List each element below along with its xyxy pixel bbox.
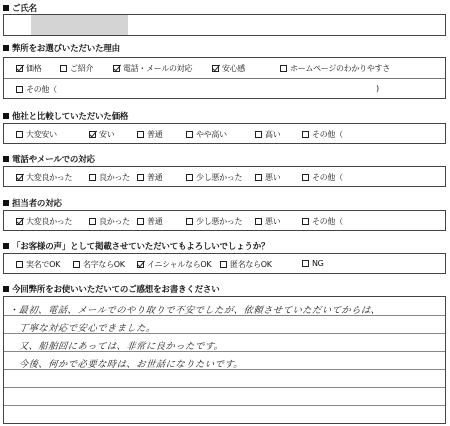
checkbox-icon[interactable] [186,131,193,138]
section-title-contact: 電話やメールでの対応 [3,153,95,165]
price-option-slightly-high[interactable]: やや高い [186,129,227,140]
checkbox-checked-icon[interactable] [113,65,120,72]
checkbox-checked-icon[interactable] [212,65,219,72]
handwritten-comment-line: 又、船舶回にあっては、非常に良かったです。 [18,341,225,352]
staff-option-other[interactable]: その他（ [302,216,343,227]
reason-option-phone-email[interactable]: 電話・メールの対応 [113,63,192,74]
checkbox-checked-icon[interactable] [137,261,144,268]
checkbox-icon[interactable] [137,174,144,181]
handwritten-comment-line: ・最初、電話、メールでのやり取りで不安でしたが、依頼させていただいてからは、 [8,305,382,316]
publish-options-box [3,253,446,274]
reason-row-2 [4,78,445,99]
checkbox-icon[interactable] [302,218,309,225]
reason-option-referral[interactable]: ご紹介 [60,63,93,74]
redacted-name [31,15,128,35]
contact-options-box [3,166,446,187]
checkbox-icon[interactable] [137,218,144,225]
staff-option-bad[interactable]: 悪い [255,216,280,227]
square-bullet-icon [3,45,9,51]
handwritten-comment-line: 丁寧な対応で安心できました。 [18,323,157,334]
reason-option-website[interactable]: ホームページのわかりやすさ [280,63,390,74]
name-field[interactable] [3,14,446,36]
checkbox-icon[interactable] [302,131,309,138]
publish-option-initials[interactable]: イニシャルならOK [137,259,211,270]
square-bullet-icon [3,243,9,249]
price-option-other[interactable]: その他（ [302,129,343,140]
ruled-line [4,387,445,388]
contact-option-very-good[interactable]: 大変良かった [16,172,72,183]
section-title-comments: 今回弊所をお使いいただいてのご感想をお書きください [3,283,220,295]
price-options-box [3,123,446,144]
square-bullet-icon [3,113,9,119]
contact-option-normal[interactable]: 普通 [137,172,162,183]
staff-options-box [3,210,446,231]
price-option-high[interactable]: 高い [255,129,280,140]
section-title-staff: 担当者の対応 [3,197,62,209]
checkbox-icon[interactable] [16,131,23,138]
price-option-normal[interactable]: 普通 [137,129,162,140]
checkbox-icon[interactable] [89,218,96,225]
contact-option-slightly-bad[interactable]: 少し悪かった [186,172,242,183]
section-title-reason: 弊所をお選びいただいた理由 [3,42,120,54]
price-option-very-cheap[interactable]: 大変安い [16,129,57,140]
checkbox-icon[interactable] [60,65,67,72]
reason-other-close-paren: ) [376,84,380,93]
square-bullet-icon [3,200,9,206]
checkbox-icon[interactable] [255,131,262,138]
checkbox-icon[interactable] [89,174,96,181]
publish-option-surname[interactable]: 名字ならOK [73,259,125,270]
checkbox-icon[interactable] [186,218,193,225]
section-title-price: 他社と比較していただいた価格 [3,110,128,122]
checkbox-checked-icon[interactable] [89,131,96,138]
checkbox-checked-icon[interactable] [16,218,23,225]
square-bullet-icon [3,156,9,162]
checkbox-icon[interactable] [302,260,309,267]
checkbox-icon[interactable] [186,174,193,181]
square-bullet-icon [3,286,9,292]
staff-option-good[interactable]: 良かった [89,216,130,227]
contact-option-bad[interactable]: 悪い [255,172,280,183]
handwritten-comment-line: 今後、何かで必要な時は、お世話になりたいです。 [18,359,244,370]
comments-box[interactable] [3,296,446,424]
checkbox-icon[interactable] [137,131,144,138]
checkbox-icon[interactable] [220,261,227,268]
staff-option-normal[interactable]: 普通 [137,216,162,227]
price-option-cheap[interactable]: 安い [89,129,114,140]
checkbox-icon[interactable] [302,174,309,181]
section-title-name: ご氏名 [3,2,37,14]
staff-option-slightly-bad[interactable]: 少し悪かった [186,216,242,227]
publish-option-anonymous[interactable]: 匿名ならOK [220,259,272,270]
reason-options-box [3,57,446,99]
reason-option-peace-of-mind[interactable]: 安心感 [212,63,245,74]
publish-option-ng[interactable]: NG [302,259,324,268]
ruled-line [4,405,445,406]
checkbox-icon[interactable] [280,65,287,72]
square-bullet-icon [3,5,9,11]
checkbox-icon[interactable] [16,86,23,93]
checkbox-checked-icon[interactable] [16,65,23,72]
checkbox-icon[interactable] [255,218,262,225]
contact-option-other[interactable]: その他（ [302,172,343,183]
reason-row-1 [4,58,445,78]
checkbox-icon[interactable] [255,174,262,181]
section-title-publish: 「お客様の声」として掲載させていただいてもよろしいでしょうか？ [3,240,269,252]
checkbox-icon[interactable] [16,261,23,268]
staff-option-very-good[interactable]: 大変良かった [16,216,72,227]
contact-option-good[interactable]: 良かった [89,172,130,183]
reason-option-other[interactable]: その他（ [16,84,57,95]
reason-option-price[interactable]: 価格 [16,63,41,74]
checkbox-checked-icon[interactable] [16,174,23,181]
checkbox-icon[interactable] [73,261,80,268]
publish-option-real-name[interactable]: 実名でOK [16,259,60,270]
